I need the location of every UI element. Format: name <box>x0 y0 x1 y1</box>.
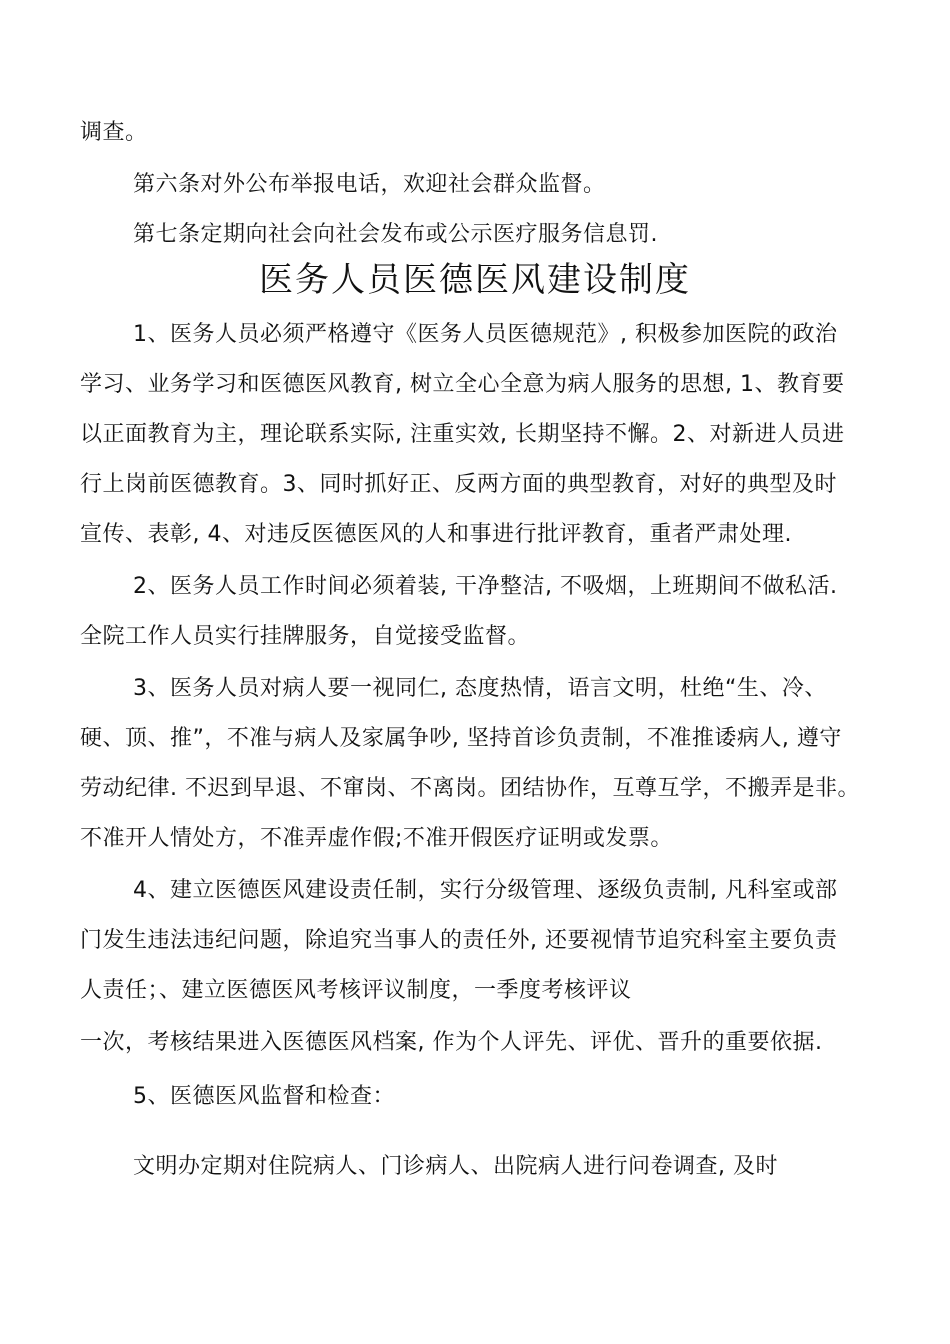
text-line: 宣传、表彰, 4、对违反医德医风的人和事进行批评教育，重者严肃处理. <box>80 522 792 547</box>
text-line: 硬、顶、推”，不准与病人及家属争吵, 坚持首诊负责制，不准推诿病人, 遵守 <box>80 726 842 751</box>
text-line: 全院工作人员实行挂牌服务，自觉接受监督。 <box>80 624 531 649</box>
text-line: 一次，考核结果进入医德医风档案, 作为个人评先、评优、晋升的重要依据. <box>80 1030 823 1055</box>
text-line: 不准开人情处方，不准弄虚作假;不准开假医疗证明或发票。 <box>80 826 673 851</box>
text-line: 5、医德医风监督和检查： <box>133 1084 395 1109</box>
text-line: 以正面教育为主，理论联系实际, 注重实效, 长期坚持不懈。2、对新进人员进 <box>80 422 845 447</box>
text-line: 2、医务人员工作时间必须着装, 干净整洁, 不吸烟，上班期间不做私活. <box>133 574 838 599</box>
text-line: 3、医务人员对病人要一视同仁, 态度热情，语言文明，杜绝“生、冷、 <box>133 676 827 701</box>
text-line: 人责任；、建立医德医风考核评议制度，一季度考核评议 <box>80 978 632 1003</box>
text-line: 第六条对外公布举报电话，欢迎社会群众监督。 <box>133 172 606 197</box>
text-line: 行上岗前医德教育。3、同时抓好正、反两方面的典型教育，对好的典型及时 <box>80 472 837 497</box>
document-title: 医务人员医德医风建设制度 <box>259 260 691 300</box>
text-line: 4、建立医德医风建设责任制，实行分级管理、逐级负责制, 凡科室或部 <box>133 878 838 903</box>
text-line: 调查。 <box>80 120 148 145</box>
text-line: 1、医务人员必须严格遵守《医务人员医德规范》, 积极参加医院的政治 <box>133 322 838 347</box>
text-line: 文明办定期对住院病人、门诊病人、出院病人进行问卷调查, 及时 <box>133 1154 778 1179</box>
text-line: 劳动纪律. 不迟到早退、不窜岗、不离岗。团结协作，互尊互学，不搬弄是非。 <box>80 776 860 801</box>
text-line: 学习、业务学习和医德医风教育, 树立全心全意为病人服务的思想, 1、教育要 <box>80 372 845 397</box>
text-line: 门发生违法违纪问题，除追究当事人的责任外, 还要视情节追究科室主要负责 <box>80 928 838 953</box>
text-line: 第七条定期向社会向社会发布或公示医疗服务信息罚. <box>133 222 658 247</box>
